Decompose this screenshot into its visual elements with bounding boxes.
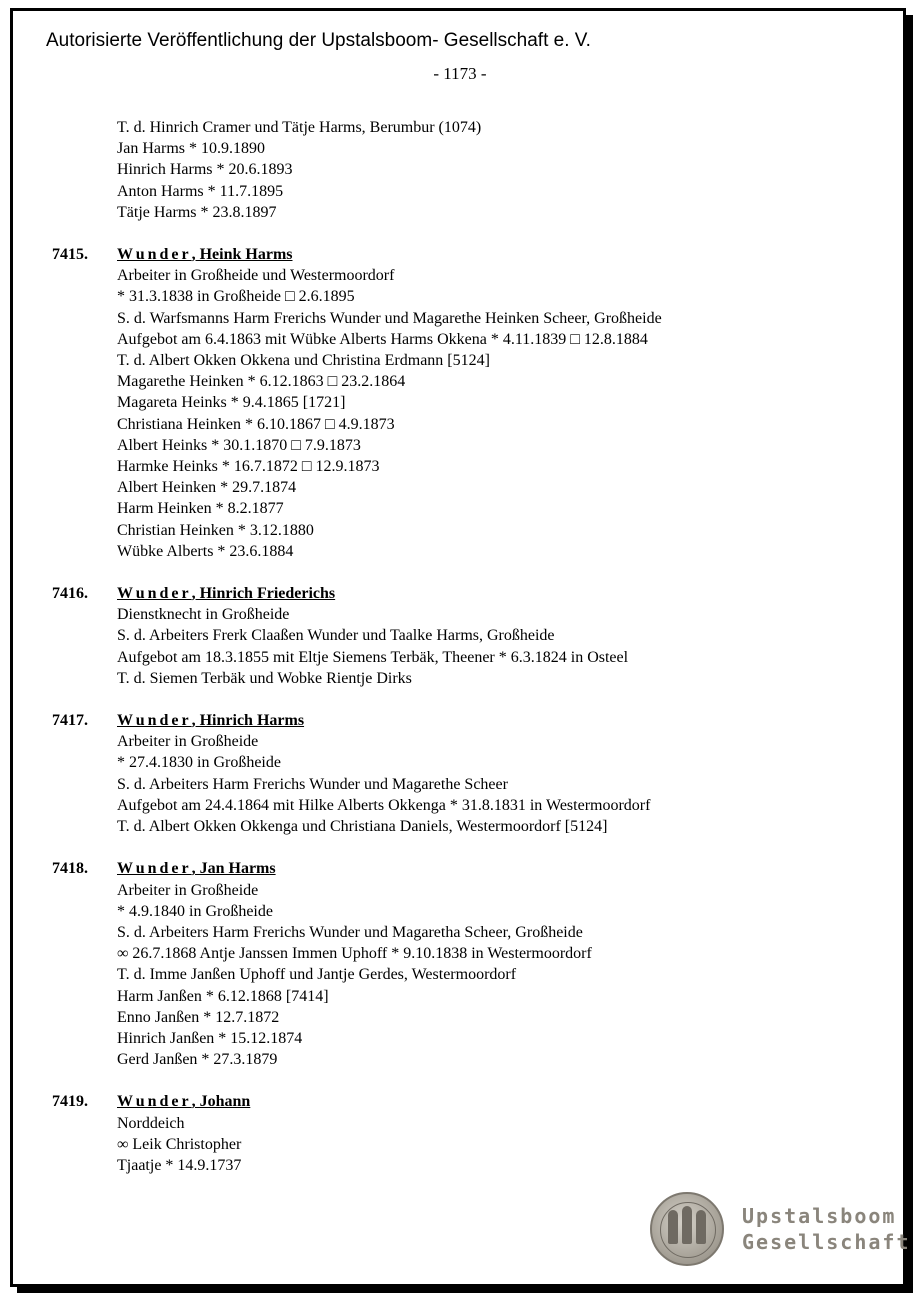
entry-line: Tätje Harms * 23.8.1897 <box>117 203 277 221</box>
entry-number: 7419. <box>52 1093 88 1111</box>
entry-given-name: , Johann <box>191 1093 251 1111</box>
entry-line: Aufgebot am 18.3.1855 mit Eltje Siemens Terbäk, Theener * 6.3.1824 in Osteel <box>117 648 629 666</box>
entry-name <box>117 710 304 731</box>
entry-line: Hinrich Janßen * 15.12.1874 <box>117 1029 303 1047</box>
entry-line: * 31.3.1838 in Großheide □ 2.6.1895 <box>117 288 355 306</box>
entry-line: ∞ Leik Christopher <box>117 1135 242 1153</box>
entry-heading <box>52 244 872 265</box>
genealogy-entry <box>52 710 872 837</box>
entry-line: Albert Heinken * 29.7.1874 <box>117 479 297 497</box>
entry-line: S. d. Warfsmanns Harm Frerichs Wunder und Magarethe Heinken Scheer, Großheide <box>117 309 662 327</box>
entry-line: Harm Heinken * 8.2.1877 <box>117 500 284 518</box>
entry-line: S. d. Arbeiters Harm Frerichs Wunder und Magaretha Scheer, Großheide <box>117 923 583 941</box>
entry-line: Tjaatje * 14.9.1737 <box>117 1156 242 1174</box>
entry-number: 7415. <box>52 246 88 264</box>
entry-given-name: , Jan Harms <box>191 860 276 878</box>
entry-line: Arbeiter in Großheide und Westermoordorf <box>117 267 395 285</box>
entry-line: Wübke Alberts * 23.6.1884 <box>117 542 294 560</box>
entry-heading <box>52 710 872 731</box>
entry-line: Albert Heinks * 30.1.1870 □ 7.9.1873 <box>117 436 361 454</box>
entry-line: Anton Harms * 11.7.1895 <box>117 182 284 200</box>
entry-surname: Wunder <box>117 246 192 264</box>
genealogy-entry <box>52 1091 872 1176</box>
entry-name <box>117 858 276 879</box>
entry-heading <box>52 858 872 879</box>
entry-name <box>117 244 293 265</box>
entry-line: * 4.9.1840 in Großheide <box>117 902 273 920</box>
continued-entry <box>52 117 872 223</box>
entry-line: * 27.4.1830 in Großheide <box>117 754 281 772</box>
entry-surname: Wunder <box>117 1093 192 1111</box>
entry-surname: Wunder <box>117 860 192 878</box>
page-number: - 1173 - <box>433 64 487 83</box>
genealogy-entry <box>52 858 872 1070</box>
entry-line: Hinrich Harms * 20.6.1893 <box>117 161 293 179</box>
entry-line: Arbeiter in Großheide <box>117 881 259 899</box>
entry-name <box>117 583 335 604</box>
entry-surname: Wunder <box>117 585 192 603</box>
page-header-title: Autorisierte Veröffentlichung der Upstalsboom- Gesellschaft e. V. <box>46 30 591 51</box>
logo-line-1: Upstalsboom <box>742 1204 897 1228</box>
document-body <box>52 117 872 1176</box>
entry-line: Aufgebot am 6.4.1863 mit Wübke Alberts Harms Okkena * 4.11.1839 □ 12.8.1884 <box>117 330 648 348</box>
entry-line: S. d. Arbeiters Frerk Claaßen Wunder und Taalke Harms, Großheide <box>117 627 555 645</box>
entry-given-name: , Heink Harms <box>191 246 293 264</box>
entry-surname: Wunder <box>117 712 192 730</box>
entry-line: Enno Janßen * 12.7.1872 <box>117 1008 280 1026</box>
entry-line: Christiana Heinken * 6.10.1867 □ 4.9.1873 <box>117 415 395 433</box>
logo-line-2: Gesellschaft <box>742 1230 911 1254</box>
entry-given-name: , Hinrich Harms <box>191 712 305 730</box>
entry-line: Jan Harms * 10.9.1890 <box>117 140 265 158</box>
seal-icon <box>650 1192 724 1266</box>
genealogy-entry <box>52 244 872 562</box>
entry-line: Christian Heinken * 3.12.1880 <box>117 521 314 539</box>
entry-line: Dienstknecht in Großheide <box>117 606 290 624</box>
entry-list <box>52 244 872 1176</box>
entry-line: Magarethe Heinken * 6.12.1863 □ 23.2.1864 <box>117 373 406 391</box>
genealogy-entry <box>52 583 872 689</box>
entry-line: T. d. Albert Okken Okkena und Christina Erdmann [5124] <box>117 352 490 370</box>
entry-line: Gerd Janßen * 27.3.1879 <box>117 1051 278 1069</box>
entry-line: T. d. Albert Okken Okkenga und Christiana Daniels, Westermoordorf [5124] <box>117 818 608 836</box>
entry-line: Magareta Heinks * 9.4.1865 [1721] <box>117 394 346 412</box>
entry-line: Harmke Heinks * 16.7.1872 □ 12.9.1873 <box>117 458 380 476</box>
entry-line: T. d. Hinrich Cramer und Tätje Harms, Berumbur (1074) <box>117 119 482 136</box>
entry-heading <box>52 1091 872 1112</box>
entry-line: T. d. Imme Janßen Uphoff und Jantje Gerdes, Westermoordorf <box>117 966 517 984</box>
entry-given-name: , Hinrich Friederichs <box>191 585 336 603</box>
entry-line: Norddeich <box>117 1114 185 1132</box>
entry-number: 7418. <box>52 860 88 878</box>
upstalsboom-logo <box>650 1192 911 1266</box>
entry-number: 7416. <box>52 585 88 603</box>
entry-line: ∞ 26.7.1868 Antje Janssen Immen Uphoff * 9.10.1838 in Westermoordorf <box>117 945 592 963</box>
entry-line: Harm Janßen * 6.12.1868 [7414] <box>117 987 329 1005</box>
entry-name <box>117 1091 250 1112</box>
entry-line: Arbeiter in Großheide <box>117 733 259 751</box>
entry-heading <box>52 583 872 604</box>
entry-line: Aufgebot am 24.4.1864 mit Hilke Alberts Okkenga * 31.8.1831 in Westermoordorf <box>117 796 651 814</box>
entry-line: S. d. Arbeiters Harm Frerichs Wunder und Magarethe Scheer <box>117 775 508 793</box>
entry-number: 7417. <box>52 712 88 730</box>
entry-line: T. d. Siemen Terbäk und Wobke Rientje Dirks <box>117 669 412 687</box>
